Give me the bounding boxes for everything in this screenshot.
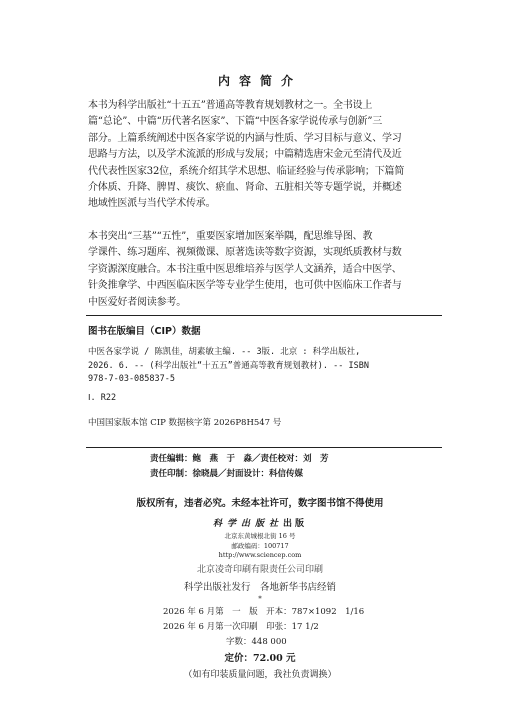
summary-line: 篇“总论”、中篇“历代著名医家”、下篇“中医各家学说传承与创新”三: [88, 116, 383, 128]
publisher-line: [0, 516, 520, 529]
production-credits: 责任印制：徐晓晨／封面设计：科信传媒: [150, 469, 304, 479]
separator-star: *: [258, 595, 262, 603]
summary-line: 针灸推拿学、中西医临床医学等专业学生使用，也可供中医临床工作者与: [88, 280, 402, 292]
editor-credits: 责任编辑：鲍 燕 于 淼／责任校对：刘 芳: [150, 454, 329, 464]
summary-line: 本书为科学出版社“十五五”普通高等教育规划教材之一。全书设上: [88, 100, 373, 111]
cip-record: [88, 346, 369, 387]
summary-line: 地域性医派与当代学术传承。: [88, 198, 216, 210]
summary-line: 介体质、升降、脾胃、痰饮、瘀血、肾命、五脏相关等专题学说，并概述: [88, 182, 402, 194]
cip-heading: 图书在版编目（CIP）数据: [88, 326, 201, 337]
summary-line: 学课件、练习题库、视频微课、原著选读等数字资源，实现纸质教材与数: [88, 247, 402, 259]
cip-record-line: 978-7-03-085837-5: [88, 374, 175, 384]
summary-line: 本书突出“三基”“五性”，重要医家增加医案举隅，配思维导图、教: [88, 231, 373, 242]
summary-line: 中医爱好者阅读参考。: [88, 296, 186, 308]
publisher-website: http://www.sciencep.com: [218, 551, 302, 559]
summary-line: 代代表性医家32位，系统介绍其学术思想、临证经验与传承影响；下篇简: [88, 165, 405, 177]
price: 定价：72.00 元: [224, 653, 296, 664]
edition-line: 2026 年 6 月第 一 版 开本：787×1092 1/16: [163, 607, 365, 617]
cip-record-line: 中医各家学说 / 陈凯佳，胡素敏主编. -- 3版. 北京 : 科学出版社,: [88, 347, 361, 357]
cip-classification: Ⅰ. R22: [88, 393, 117, 403]
printer: 北京凌奇印刷有限责任公司印刷: [196, 565, 323, 575]
quality-notice: （如有印装质量问题，我社负责调换）: [183, 670, 337, 680]
publisher-address: 北京东黄城根北街 16 号: [224, 532, 296, 540]
rights-notice: 版权所有，违者必究。未经本社许可，数字图书馆不得使用: [136, 498, 384, 509]
publisher-suffix: 出版: [283, 519, 308, 529]
summary-title: 内容简介: [217, 74, 302, 88]
word-count: 字数：448 000: [226, 637, 287, 647]
summary-paragraph-2: [88, 229, 442, 311]
distributor: 科学出版社发行 各地新华书店经销: [183, 582, 336, 593]
summary-paragraph-1: [88, 98, 442, 213]
publisher-logo: 科学出版社: [212, 519, 283, 529]
cip-data-box: [86, 315, 442, 448]
summary-line: 思路与方法，以及学术流派的形成与发展；中篇精选唐宋金元至清代及近: [88, 149, 402, 161]
summary-line: 字资源深度融合。本书注重中医思维培养与医学人文涵养，适合中医学、: [88, 263, 402, 275]
summary-line: 部分。上篇系统阐述中医各家学说的内涵与性质、学习目标与意义、学习: [88, 132, 402, 144]
cip-record-line: 2026. 6. -- (科学出版社“十五五”普通高等教育规划教材). -- ISBN: [88, 360, 369, 371]
printing-line: 2026 年 6 月第一次印刷 印张：17 1/2: [163, 622, 319, 632]
publisher-postcode: 邮政编码：100717: [231, 542, 289, 550]
cip-number: 中国国家版本馆 CIP 数据核字第 2026P8H547 号: [88, 418, 282, 428]
